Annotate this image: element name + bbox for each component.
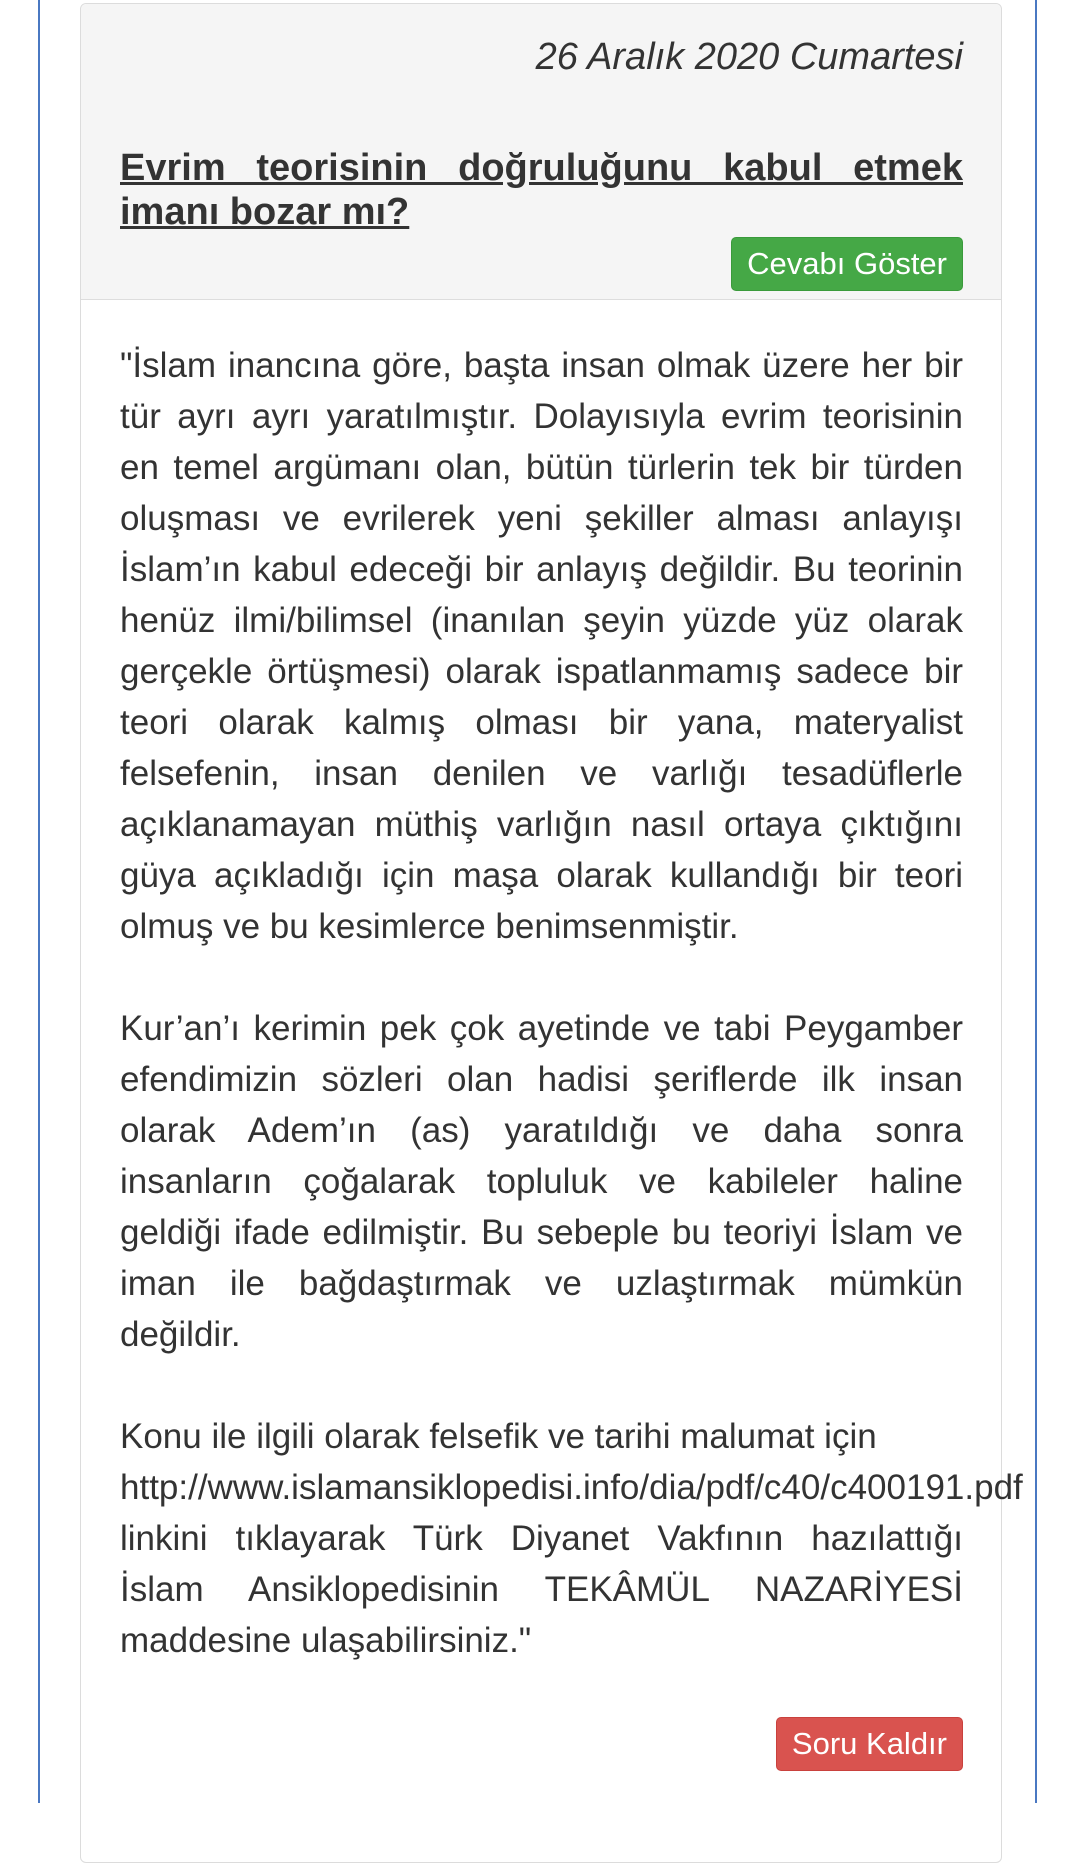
reference-outro: linkini tıklayarak Türk Diyanet Vakfının hazılattığı İslam Ansiklopedisinin TEKÂMÜL NAZARİYESİ maddesine ulaşabilirsiniz." bbox=[120, 1519, 963, 1660]
answer-body bbox=[120, 340, 1023, 1666]
answer-paragraph: "İslam inancına göre, başta insan olmak üzere her bir tür ayrı ayrı yaratılmıştır. Dolayısıyla evrim teorisinin en temel argümanı olan, bütün türlerin tek bir türden oluşması ve evrilerek yeni şekiller alması anlayışı İslam’ın kabul edeceği bir anlayış değildir. Bu teorinin henüz ilmi/bilimsel (inanılan şeyin yüzde yüz olarak gerçekle örtüşmesi) olarak ispatlanmamış sadece bir teori olarak kalmış olması bir yana, materyalist felsefenin, insan denilen ve varlığı tesadüflerle açıklanamayan müthiş varlığın nasıl ortaya çıktığını güya açıkladığı için maşa olarak kullandığı bir teori olmuş ve bu kesimlerce benimsenmiştir. bbox=[120, 346, 963, 946]
question-card bbox=[80, 3, 1023, 1863]
question-date: 26 Aralık 2020 Cumartesi bbox=[535, 36, 963, 78]
answer-paragraph bbox=[120, 1003, 963, 1360]
reference-intro: Konu ile ilgili olarak felsefik ve tarihi malumat için bbox=[120, 1417, 877, 1456]
answer-paragraph-text: Kur’an’ı kerimin pek çok ayetinde ve tabi Peygamber efendimizin sözleri olan hadisi şeriflerde ilk insan olarak Adem’ın (as) yaratıldığı ve daha sonra insanların çoğalarak topluluk ve kabileler haline geldiği ifade edilmiştir. Bu sebeple bu teoriyi İslam ve iman ile bağdaştırmak ve uzlaştırmak mümkün değildir. bbox=[120, 1009, 963, 1354]
question-title[interactable]: Evrim teorisinin doğruluğunu kabul etmek imanı bozar mı? bbox=[120, 147, 963, 233]
answer-paragraph bbox=[120, 1411, 1023, 1666]
remove-question-button[interactable]: Soru Kaldır bbox=[776, 1717, 963, 1771]
show-answer-button[interactable]: Cevabı Göster bbox=[731, 237, 963, 291]
reference-link[interactable]: http://www.islamansiklopedisi.info/dia/pdf/c40/c400191.pdf bbox=[120, 1468, 1023, 1507]
question-header bbox=[81, 4, 1001, 300]
